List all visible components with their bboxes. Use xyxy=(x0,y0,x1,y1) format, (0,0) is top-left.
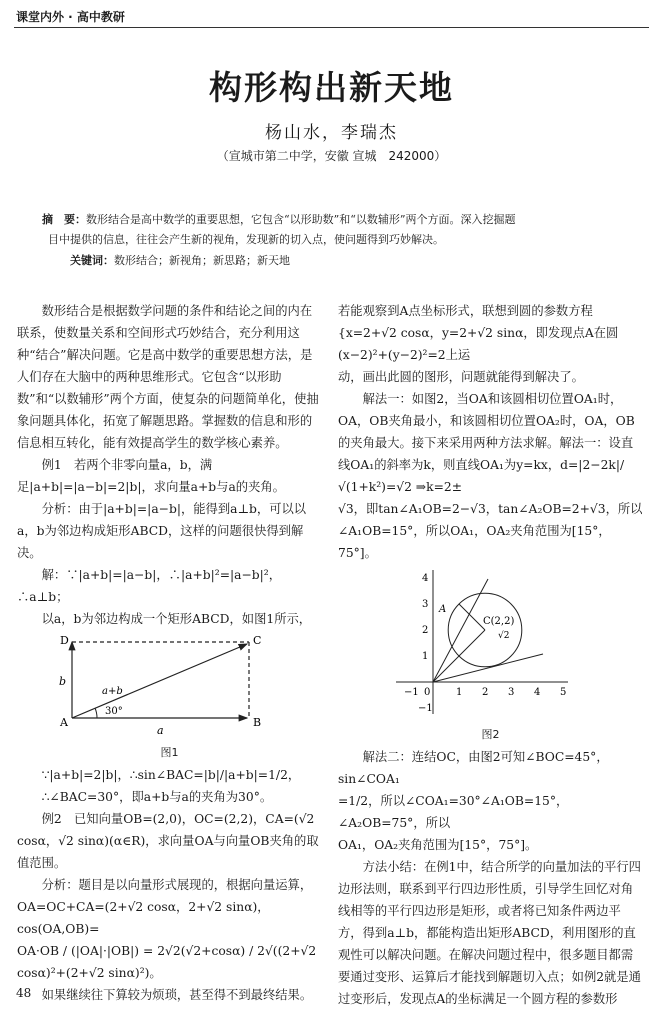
segment-OC xyxy=(433,630,485,682)
x-ticks xyxy=(404,687,566,698)
x-tick: 0 xyxy=(424,687,431,698)
point-D: D xyxy=(60,634,69,647)
right-line-2: 动，画出此圆的图形，问题就能得到解决了。 xyxy=(338,370,584,384)
y-tick: 4 xyxy=(422,573,429,584)
point-A: A xyxy=(60,716,68,729)
solution2-result: OA₁，OA₂夹角范围为[15°，75°]。 xyxy=(338,838,538,852)
page-number: 48 xyxy=(16,986,32,1000)
example1-construct: 以a，b为邻边构成一个矩形ABCD，如图1所示， xyxy=(41,612,312,626)
radius-label: √2 xyxy=(498,631,510,641)
solution2: 解法二：连结OC，由图2可知∠BOC=45°，sin∠COA₁ xyxy=(338,750,609,786)
example1-sin: ∵|a+b|=2|b|，∴sin∠BAC=|b|/|a+b|=1/2， xyxy=(41,768,301,782)
tangent-OA1 xyxy=(433,654,543,682)
figure2 xyxy=(338,564,643,724)
y-tick: 2 xyxy=(422,625,429,636)
example2-cos-formula: OA·OB / (|OA|·|OB|) = 2√2(√2+cosα) / 2√((2+√2 cosα)²+(2+√2 sinα)²)。 xyxy=(17,944,317,980)
header-rule xyxy=(14,27,649,28)
abstract xyxy=(42,210,621,250)
figure2-caption: 图2 xyxy=(481,728,500,741)
example2-statement: 例2 已知向量OB=(2,0)，OC=(2,2)，CA=(√2 cosα，√2 sinα)(α∈R)，求向量OA与向量OB夹角的取值范围。 xyxy=(17,812,319,870)
x-tick: 3 xyxy=(508,687,515,698)
solution1: 解法一：如图2，当OA和该圆相切位置OA₁时，OA，OB夹角最小，和该圆相切位置OA₂时，OA，OB的夹角最大。接下来采用两种方法求解。解法一：设直线OA₁的斜率为k，则直线OA₁为y=kx，d=|2−2k|/√(1+k²)=√2 ⇒k=2± xyxy=(338,392,635,494)
abstract-label: 摘 要： xyxy=(42,213,86,226)
example2-analysis: 分析：题目是以向量形式展现的，根据向量运算，OA=OC+CA=(2+√2 cosα，2+√2 sinα)，cos(OA,OB)= xyxy=(17,878,313,936)
center-label: C(2,2) xyxy=(483,616,515,627)
solution2-cont: =1/2，所以∠COA₁=30°∠A₁OB=15°，∠A₂OB=75°，所以 xyxy=(338,794,569,830)
example1-solution: 解：∵|a+b|=|a−b|，∴|a+b|²=|a−b|²，∴a⊥b； xyxy=(17,568,282,604)
article-authors: 杨山水，李瑞杰 xyxy=(265,123,398,143)
example1-statement: 例1 若两个非零向量a，b，满足|a+b|=|a−b|=2|b|，求向量a+b与a的夹角。 xyxy=(17,458,285,494)
figure1-caption: 图1 xyxy=(160,746,179,759)
angle-arc xyxy=(95,708,97,718)
example2-remark: 如果继续往下算较为烦琐，甚至得不到最终结果。 xyxy=(41,988,313,1002)
x-tick: 5 xyxy=(560,687,567,698)
y-tick: −1 xyxy=(418,703,433,714)
solution1-result: √3，即tan∠A₁OB=2−√3，tan∠A₂OB=2+√3，所以∠A₁OB=15°，所以OA₁，OA₂夹角范围为[15°，75°]。 xyxy=(338,502,643,560)
point-A-label: A xyxy=(439,604,447,615)
y-tick: 3 xyxy=(422,599,429,610)
method-summary: 方法小结：在例1中，结合所学的向量加法的平行四边形法则，联系到平行四边形性质，引导学生回忆对角线相等的平行四边形是矩形，或者将已知条件两边平方，得到a⊥b，都能构造出矩形ABCD，利用图形的直观性可以解决问题。在解决问题过程中，很多题目都需要通过变形、运算后才能找到解题切入点；如例2就是通过变形后，发现点A的坐标满足一个圆方程的参数形 xyxy=(338,860,641,1006)
left-column xyxy=(17,300,322,1006)
label-a: a xyxy=(157,724,164,737)
figure1 xyxy=(17,630,322,742)
intro-paragraph: 数形结合是根据数学问题的条件和结论之间的内在联系，使数量关系和空间形式巧妙结合，充分利用这种“结合”解决问题。它是高中数学的重要思想方法，是人们存在大脑中的两种思维形式。它包含“以形助数”和“以数辅形”两个方面，使复杂的问题简单化，使抽象问题具体化，拓宽了解题思路。掌握数的信息和形的信息相互转化，能有效提高学生的数学核心素养。 xyxy=(17,304,319,450)
abstract-line-2: 目中提供的信息，往往会产生新的视角，发现新的切入点，使问题得到巧妙解决。 xyxy=(48,233,444,246)
keywords-label: 关键词： xyxy=(70,254,114,267)
y-tick: 1 xyxy=(422,651,429,662)
label-b: b xyxy=(59,675,67,688)
vector-a-plus-b xyxy=(72,644,247,718)
article-affiliation: （宣城市第二中学，安徽 宣城 242000） xyxy=(216,149,447,163)
x-tick: −1 xyxy=(404,687,419,698)
point-C: C xyxy=(253,634,262,647)
x-tick: 1 xyxy=(456,687,463,698)
example1-analysis: 分析：由于|a+b|=|a−b|，能得到a⊥b，可以以a，b为邻边构成矩形ABCD，这样的问题很快得到解决。 xyxy=(17,502,307,560)
abstract-line-1: 数形结合是高中数学的重要思想，它包含“以形助数”和“以数辅形”两个方面。深入挖掘题 xyxy=(86,213,516,226)
label-a-plus-b: a+b xyxy=(102,686,123,697)
right-line-0: 若能观察到A点坐标形式，联想到圆的参数方程 xyxy=(338,304,593,318)
journal-header: 课堂内外 · 高中教研 xyxy=(16,10,125,24)
keywords-text: 数形结合；新视角；新思路；新天地 xyxy=(114,254,290,267)
label-angle: 30° xyxy=(105,706,123,717)
article-title: 构形构出新天地 xyxy=(209,68,454,107)
right-column xyxy=(338,300,643,1010)
example1-answer: ∴∠BAC=30°，即a+b与a的夹角为30°。 xyxy=(41,790,273,804)
keywords xyxy=(70,252,290,268)
figure2-diagram xyxy=(338,564,643,724)
point-B: B xyxy=(253,716,262,729)
x-tick: 4 xyxy=(534,687,541,698)
x-tick: 2 xyxy=(482,687,489,698)
figure1-diagram xyxy=(17,630,322,742)
right-param-eq: {x=2+√2 cosα，y=2+√2 sinα，即发现点A在圆(x−2)²+(y−2)²=2上运 xyxy=(338,326,619,362)
